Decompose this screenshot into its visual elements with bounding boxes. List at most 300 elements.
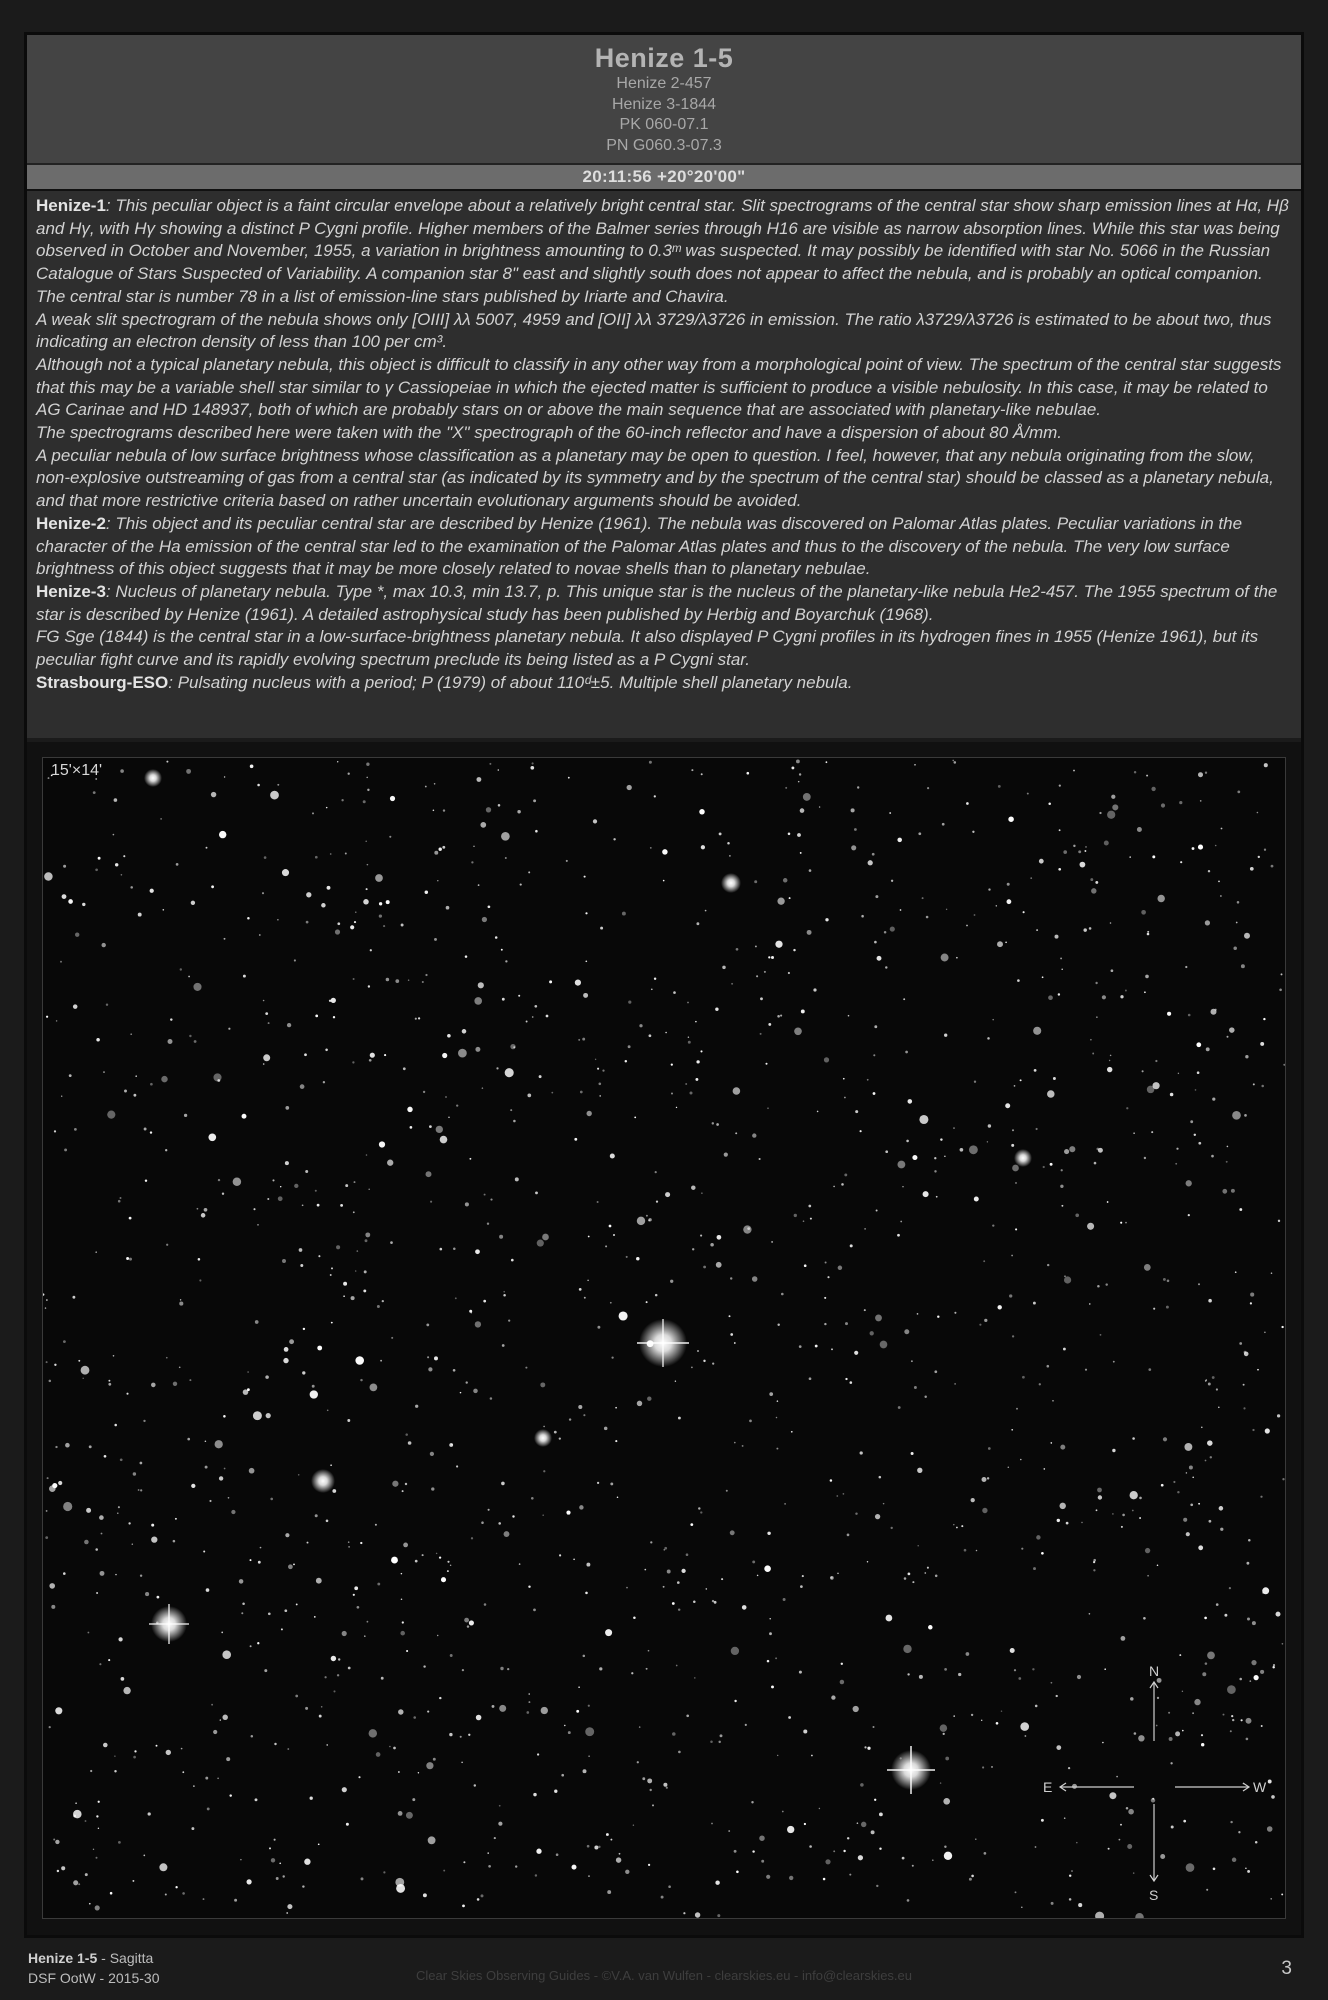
star <box>626 1256 628 1258</box>
star <box>752 1133 756 1137</box>
star <box>847 1837 849 1839</box>
star <box>794 1027 802 1035</box>
star <box>578 1405 582 1409</box>
star <box>47 1477 49 1479</box>
star <box>211 792 216 797</box>
star <box>841 1183 844 1186</box>
star <box>1220 895 1222 897</box>
star <box>854 1351 858 1355</box>
star <box>908 1573 911 1576</box>
star <box>883 1503 885 1505</box>
star <box>1246 1562 1249 1565</box>
star <box>476 1715 482 1721</box>
star <box>1098 1495 1102 1499</box>
star <box>1076 1842 1078 1844</box>
star <box>264 1669 267 1672</box>
star <box>873 1092 876 1095</box>
star <box>1042 976 1044 978</box>
star <box>1231 1715 1233 1717</box>
star <box>379 1141 385 1147</box>
star <box>530 766 534 770</box>
star <box>337 922 340 925</box>
star <box>241 1612 243 1614</box>
star <box>609 1225 612 1228</box>
star <box>1161 803 1165 807</box>
star <box>96 1815 98 1817</box>
star <box>705 910 707 912</box>
star <box>526 1021 528 1023</box>
star <box>193 983 201 991</box>
star <box>685 1083 687 1085</box>
star <box>564 1725 565 1726</box>
star <box>412 1798 415 1801</box>
star <box>585 912 587 914</box>
star <box>649 1789 651 1791</box>
star <box>734 1342 736 1344</box>
star <box>515 1865 517 1867</box>
star <box>55 1446 57 1448</box>
star <box>132 1543 133 1544</box>
star <box>118 1841 121 1844</box>
star <box>350 925 354 929</box>
star <box>626 1587 628 1589</box>
star <box>143 1420 145 1422</box>
star <box>1192 847 1195 850</box>
star <box>668 1885 671 1888</box>
star <box>345 1184 348 1187</box>
star <box>1093 1561 1095 1563</box>
star <box>464 1618 469 1623</box>
star <box>363 1289 366 1292</box>
star <box>1128 1809 1134 1815</box>
star <box>1090 1039 1092 1041</box>
star <box>1041 1819 1044 1822</box>
star <box>199 1279 201 1281</box>
star <box>1198 1142 1201 1145</box>
star <box>1051 1902 1054 1905</box>
star <box>905 1051 908 1054</box>
star <box>634 1116 636 1118</box>
star <box>166 1244 168 1246</box>
star <box>1243 1384 1245 1386</box>
star <box>353 1211 355 1213</box>
star <box>745 1724 747 1726</box>
star <box>343 1295 345 1297</box>
star <box>1271 1795 1275 1799</box>
star <box>1211 1009 1217 1015</box>
star <box>716 1262 722 1268</box>
star <box>140 1574 142 1576</box>
star <box>363 800 366 803</box>
star <box>927 787 929 789</box>
star <box>490 1397 493 1400</box>
star <box>107 1111 115 1119</box>
star <box>1169 1737 1173 1741</box>
star <box>484 1194 486 1196</box>
star <box>559 1437 561 1439</box>
star <box>96 1857 98 1859</box>
star <box>439 1556 441 1558</box>
star <box>398 1709 403 1714</box>
star <box>184 1114 187 1117</box>
star <box>222 1715 227 1720</box>
star <box>449 1733 452 1736</box>
star <box>98 1801 100 1803</box>
star <box>333 1690 335 1692</box>
star <box>731 983 733 985</box>
star <box>160 818 162 820</box>
star <box>106 1003 108 1005</box>
star <box>768 1023 771 1026</box>
star <box>1093 1569 1095 1571</box>
star <box>734 1700 736 1702</box>
star <box>914 1386 917 1389</box>
star <box>321 903 326 908</box>
star <box>646 1215 648 1217</box>
star <box>407 1107 412 1112</box>
star <box>361 1877 364 1880</box>
star <box>781 1293 784 1296</box>
star <box>1221 828 1223 830</box>
star <box>478 982 484 988</box>
paragraph-henize-1: Henize-1: This peculiar object is a faint circular envelope about a relatively bright central star. Slit spectrograms of the central star show sharp emission lines at Hα, Hβ and Hγ, with Hγ showing a distinct P Cygni profile. Higher members of the Balmer series through H16 are visible as narrow absorption lines. While this star was being observed in October and November, 1955, a variation in brightness amounting to 0.3ᵐ was suspected. It may possibly be identified with star No. 5066 in the Russian Catalogue of Stars Suspected of Variability. A companion star 8" east and slightly south does not appear to affect the nebula, and is probably an optical companion. The central star is number 78 in a list of emission-line stars published by Iriarte and Chavira. <box>36 196 1289 306</box>
star <box>250 1559 252 1561</box>
star <box>604 1427 608 1431</box>
star <box>761 1860 764 1863</box>
star <box>342 1787 347 1792</box>
star <box>717 1235 722 1240</box>
object-title: Henize 1-5 <box>594 43 734 73</box>
star <box>354 921 356 923</box>
star <box>1273 1664 1275 1666</box>
star <box>151 1536 157 1542</box>
star <box>408 1441 412 1445</box>
star <box>879 1812 883 1816</box>
star <box>1215 845 1217 847</box>
star <box>250 1645 252 1647</box>
alias-4: PN G060.3-07.3 <box>606 136 722 154</box>
star <box>1249 1680 1251 1682</box>
star <box>528 871 530 873</box>
star <box>628 1045 631 1048</box>
star <box>1109 1060 1110 1061</box>
star <box>1175 1731 1180 1736</box>
star <box>90 1770 92 1772</box>
star <box>853 1706 859 1712</box>
star <box>809 1845 812 1848</box>
star <box>398 1771 400 1773</box>
star <box>1254 1675 1259 1680</box>
star <box>434 1356 438 1360</box>
star <box>823 1878 826 1881</box>
star <box>1239 1678 1242 1681</box>
star <box>304 1053 307 1056</box>
star <box>429 1125 432 1128</box>
star <box>845 1322 848 1325</box>
star <box>369 1059 372 1062</box>
star <box>1168 1712 1170 1714</box>
star <box>443 1870 445 1872</box>
star <box>700 1235 702 1237</box>
star <box>1085 846 1087 848</box>
star <box>777 1324 779 1326</box>
star <box>808 1205 811 1208</box>
star <box>722 966 725 969</box>
star <box>100 1571 105 1576</box>
star <box>531 1497 534 1500</box>
star <box>403 1542 408 1547</box>
star <box>95 1251 97 1253</box>
star <box>1139 1517 1141 1519</box>
star <box>864 1228 866 1230</box>
star <box>332 1489 336 1493</box>
star <box>413 1716 416 1719</box>
star <box>696 1060 699 1063</box>
star <box>1021 1548 1023 1550</box>
star <box>294 1184 298 1188</box>
star <box>695 1078 698 1081</box>
star <box>586 1563 590 1567</box>
star <box>918 832 921 835</box>
star <box>1151 1131 1153 1133</box>
star <box>831 1348 833 1350</box>
star <box>93 1849 94 1850</box>
star <box>991 1766 993 1768</box>
star <box>380 1360 382 1362</box>
star <box>1064 1817 1066 1819</box>
star <box>75 933 79 937</box>
star <box>539 1075 542 1078</box>
star <box>203 1550 205 1552</box>
star <box>580 1091 583 1094</box>
star <box>1036 1128 1038 1130</box>
star <box>541 1707 548 1714</box>
star <box>180 968 182 970</box>
star <box>572 1865 577 1870</box>
star <box>838 1266 843 1271</box>
star <box>341 799 343 801</box>
star <box>695 1912 700 1917</box>
star <box>1231 1189 1235 1193</box>
star <box>1194 1134 1196 1136</box>
star <box>188 976 190 978</box>
star <box>837 1573 838 1574</box>
star <box>348 773 350 775</box>
star <box>1182 1730 1184 1732</box>
star <box>263 1000 265 1002</box>
star <box>133 1094 136 1097</box>
star <box>928 1625 933 1630</box>
star <box>528 1693 530 1695</box>
star <box>1050 1163 1053 1166</box>
star <box>331 998 336 1003</box>
star <box>1205 920 1210 925</box>
star <box>703 1266 706 1269</box>
star <box>325 1049 328 1052</box>
star <box>639 1024 642 1027</box>
star <box>584 876 586 878</box>
star <box>997 1305 1001 1309</box>
star <box>330 1464 332 1466</box>
star <box>800 808 805 813</box>
star <box>1096 1016 1098 1018</box>
star <box>1060 1185 1063 1188</box>
star <box>1212 1376 1215 1379</box>
star <box>1223 1714 1225 1716</box>
star <box>1276 1612 1281 1617</box>
star <box>347 1419 350 1422</box>
star <box>1058 993 1060 995</box>
star <box>535 1191 538 1194</box>
star <box>365 841 367 843</box>
star <box>114 1755 116 1757</box>
star <box>461 1762 462 1763</box>
star <box>1227 1146 1229 1148</box>
star <box>268 1022 270 1024</box>
star <box>1241 964 1245 968</box>
star <box>969 1878 972 1881</box>
star <box>436 1126 443 1133</box>
star <box>1245 1867 1247 1869</box>
star <box>1189 1466 1193 1470</box>
star <box>997 941 1003 947</box>
star <box>568 1731 571 1734</box>
star <box>315 1015 318 1018</box>
star <box>902 1186 903 1187</box>
star <box>807 930 812 935</box>
star <box>1089 1613 1091 1615</box>
star <box>889 812 891 814</box>
star <box>1137 827 1142 832</box>
paragraph: A peculiar nebula of low surface brightness whose classification as a planetary may be open to question. I feel, however, that any nebula originating from the slow, non-explosive outstreaming of gas from a central star (as indicated by its symmetry and by the spectrum of the central star) should be classed as a planetary nebula, and that more restrictive criteria based on rather uncertain evolutionary arguments should be avoided. <box>36 445 1274 511</box>
star <box>944 1852 952 1860</box>
star <box>126 1393 128 1395</box>
star <box>1036 929 1038 931</box>
star <box>1108 1848 1110 1850</box>
star <box>1047 1365 1050 1368</box>
star <box>864 1746 866 1748</box>
star <box>610 1839 612 1841</box>
star <box>583 1655 586 1658</box>
star <box>566 1511 570 1515</box>
star <box>1056 1745 1061 1750</box>
star <box>1186 1532 1190 1536</box>
star <box>1250 1293 1254 1297</box>
star <box>1210 1456 1212 1458</box>
star <box>706 1588 708 1590</box>
star <box>1020 1079 1022 1081</box>
star <box>844 1173 847 1176</box>
star <box>672 1732 676 1736</box>
star <box>1235 1271 1237 1273</box>
star <box>228 1497 230 1499</box>
star <box>771 956 774 959</box>
star <box>337 1674 339 1676</box>
star <box>415 1560 418 1563</box>
star <box>1059 785 1061 787</box>
star <box>1030 877 1032 879</box>
star <box>504 1531 510 1537</box>
star <box>315 856 318 859</box>
star <box>473 846 474 847</box>
star <box>607 1890 611 1894</box>
star <box>943 1798 950 1805</box>
star <box>919 1115 928 1124</box>
star <box>474 997 482 1005</box>
star <box>543 1426 545 1428</box>
footer-object-name: Henize 1-5 <box>28 1950 98 1966</box>
star <box>337 761 338 762</box>
star <box>1281 1326 1283 1328</box>
star <box>63 1502 72 1511</box>
star <box>473 1389 478 1394</box>
star <box>63 1572 66 1575</box>
star <box>606 1833 609 1836</box>
star <box>331 1322 333 1324</box>
star <box>1192 1712 1194 1714</box>
star <box>636 1257 639 1260</box>
star <box>305 1707 308 1710</box>
star <box>280 1186 281 1187</box>
star <box>204 1208 208 1212</box>
star <box>120 769 124 773</box>
star <box>264 856 267 859</box>
star <box>140 1462 143 1465</box>
star <box>936 1196 938 1198</box>
star <box>1016 1408 1018 1410</box>
star <box>353 978 355 980</box>
star <box>448 1117 450 1119</box>
star <box>803 1220 805 1222</box>
star <box>488 905 491 908</box>
paragraph: The spectrograms described here were taken with the "X" spectrograph of the 60-inch reflector and have a dispersion of about 80 Å/mm. <box>36 423 1063 443</box>
star <box>613 1234 615 1236</box>
compass-north-label: N <box>1149 1663 1160 1679</box>
star <box>53 1839 55 1841</box>
star <box>575 980 581 986</box>
star <box>860 1130 862 1132</box>
star <box>690 1092 693 1095</box>
star <box>787 1826 794 1833</box>
star <box>1282 1643 1284 1645</box>
star <box>462 1029 467 1034</box>
star <box>825 918 828 921</box>
star <box>132 1880 134 1882</box>
star <box>1261 1725 1263 1727</box>
star <box>1111 969 1114 972</box>
star <box>861 1822 866 1827</box>
paragraph: Although not a typical planetary nebula, this object is difficult to classify in any other way from a morphological point of view. The spectrum of the central star suggests that this may be a variable shell star similar to γ Cassiopeiae in which the ejected matter is sufficient to produce a visible nebulosity. In this case, it may be related to AG Carinae and HD 148937, both of which are probably stars on or above the main sequence that are associated with planetary-like nebulae. <box>36 354 1282 420</box>
page-number: 3 <box>1281 1958 1292 1979</box>
star <box>1170 1093 1174 1097</box>
star <box>300 1084 305 1089</box>
star <box>637 1401 642 1406</box>
star <box>303 1328 305 1330</box>
paragraph: FG Sge (1844) is the central star in a low-surface-brightness planetary nebula. It also displayed P Cygni profiles in its hydrogen fines in 1955 (Henize 1961), but its peculiar fight curve and its rapidly evolving spectrum preclude its being listed as a P Cygni star. <box>36 627 1259 670</box>
star <box>434 783 436 785</box>
star <box>277 784 279 786</box>
star <box>777 898 784 905</box>
star <box>1063 1348 1066 1351</box>
star <box>1001 1710 1002 1711</box>
star <box>656 1201 658 1203</box>
star <box>1264 849 1266 851</box>
star <box>1097 1285 1100 1288</box>
star <box>307 1542 309 1544</box>
star <box>463 1861 465 1863</box>
star <box>844 1097 846 1099</box>
star <box>1075 1213 1079 1217</box>
